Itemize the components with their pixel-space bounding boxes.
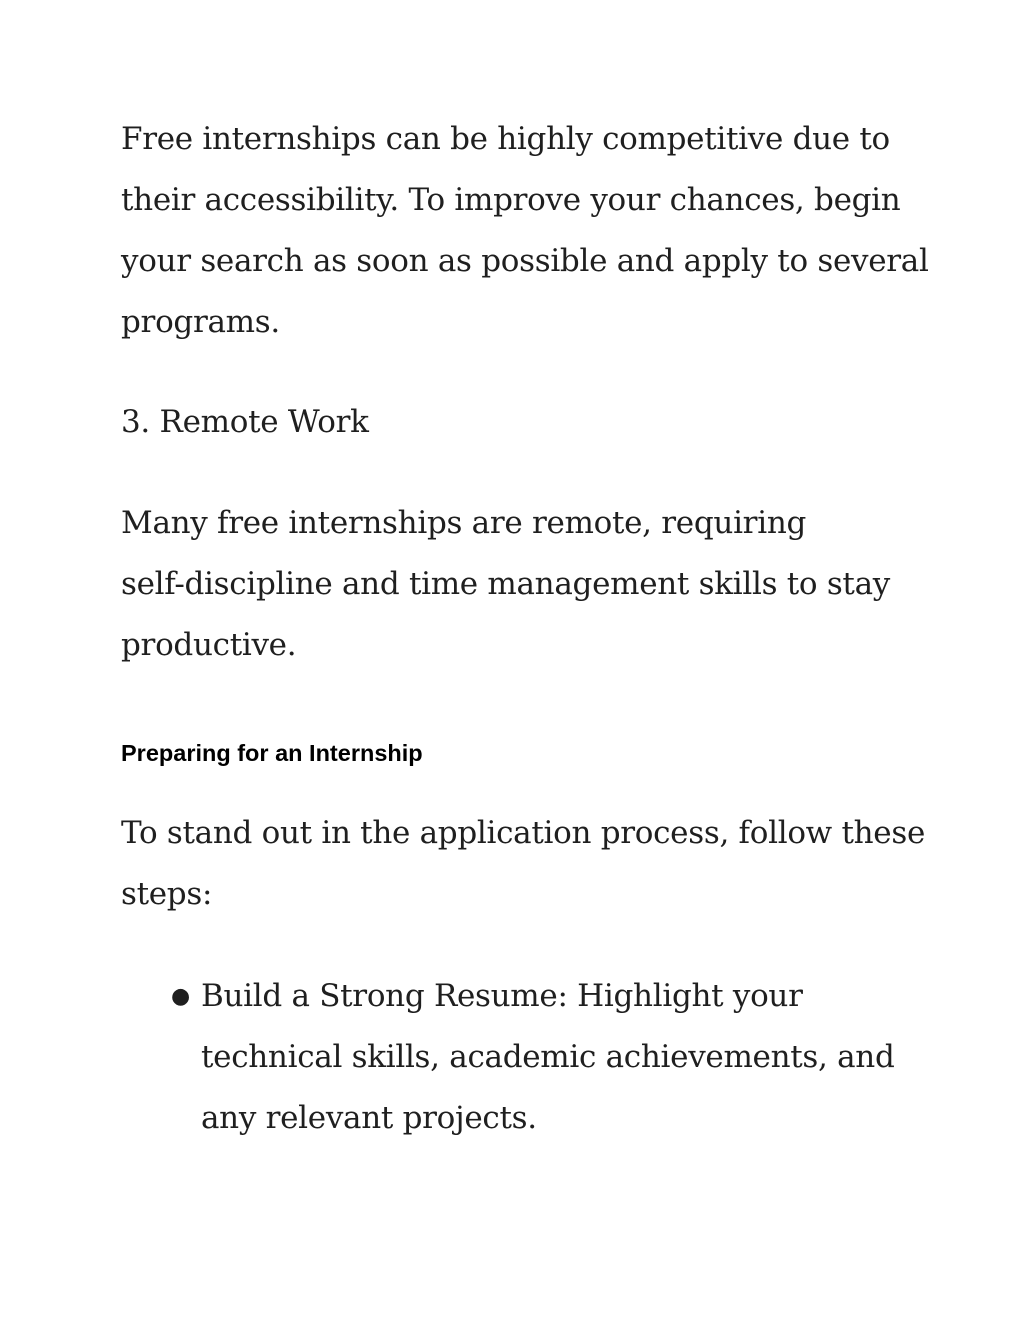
- text-line: steps:: [121, 876, 213, 912]
- text-line: self-discipline and time management skills to stay: [121, 566, 890, 602]
- intro-paragraph: [121, 109, 929, 353]
- text-line: programs.: [121, 304, 280, 340]
- text-line: productive.: [121, 627, 297, 663]
- list-item: [121, 966, 895, 1149]
- text-line: Free internships can be highly competitive due to: [121, 121, 890, 157]
- text-line: your search as soon as possible and apply to several: [121, 243, 929, 279]
- text-line: Build a Strong Resume: Highlight your: [201, 978, 803, 1014]
- text-line: To stand out in the application process, follow these: [121, 815, 925, 851]
- bullet-icon: ●: [171, 984, 190, 1009]
- steps-list: [121, 966, 895, 1149]
- section-title: 3. Remote Work: [121, 404, 369, 440]
- text-line: technical skills, academic achievements, and: [201, 1039, 895, 1075]
- preparing-heading: Preparing for an Internship: [121, 740, 423, 766]
- text-line: any relevant projects.: [201, 1100, 537, 1136]
- text-line: their accessibility. To improve your chances, begin: [121, 182, 901, 218]
- text-line: Many free internships are remote, requiring: [121, 505, 807, 541]
- preparing-paragraph: [121, 803, 925, 925]
- remote-work-paragraph: [121, 493, 890, 676]
- section-title-remote-work: [121, 392, 369, 453]
